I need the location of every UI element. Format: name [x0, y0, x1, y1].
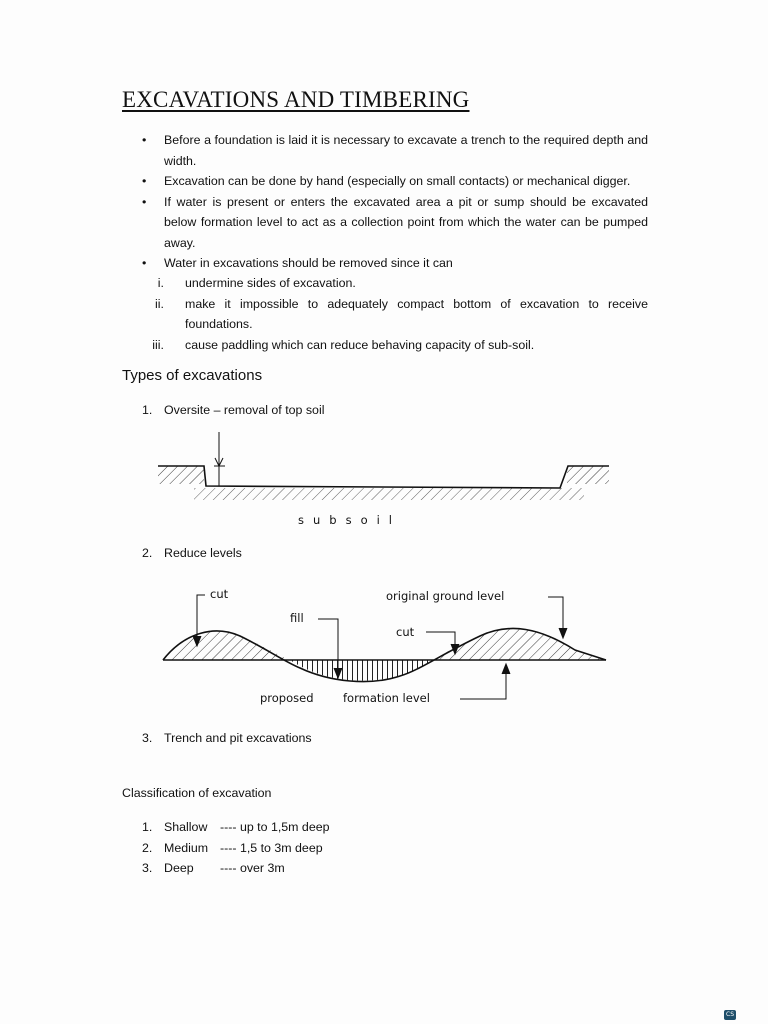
- classification-list: [142, 817, 330, 879]
- proposed-label: proposed: [260, 691, 314, 705]
- cut-left-label: cut: [210, 587, 229, 601]
- cut-right-label: cut: [396, 625, 415, 639]
- original-ground-arrow-icon: [559, 628, 567, 638]
- bullet-item: • Excavation can be done by hand (especially on small contacts) or mechanical digger.: [140, 171, 648, 192]
- classification-heading: Classification of excavation: [122, 786, 272, 800]
- scanner-logo-badge: CS: [726, 1011, 734, 1018]
- classification-item: 3. Deep ---- over 3m: [142, 861, 285, 875]
- cut-left-region: [163, 631, 290, 660]
- classification-item: 2. Medium ---- 1,5 to 3m deep: [142, 840, 323, 855]
- fill-region: [290, 660, 432, 681]
- bullet-item: • If water is present or enters the excavated area a pit or sump should be excavated below formation level to act as a collection point from which the water can be pumped away.: [140, 192, 648, 254]
- cut-right-leader: [426, 632, 455, 652]
- type-item-reduce-levels: 2. Reduce levels: [142, 546, 242, 560]
- types-heading: Types of excavations: [122, 367, 263, 384]
- formation-arrow-icon: [502, 664, 510, 674]
- reason-item: i. undermine sides of excavation.: [157, 276, 356, 290]
- bullet-icon: •: [142, 133, 147, 147]
- subsoil-label: subsoil: [298, 513, 401, 527]
- classification-item: 1. Shallow ---- up to 1,5m deep: [142, 820, 330, 834]
- type-item-oversite: 1. Oversite – removal of top soil: [142, 403, 325, 417]
- reason-item: iii. cause paddling which can reduce behaving capacity of sub-soil.: [152, 337, 535, 352]
- original-ground-label: original ground level: [386, 589, 505, 603]
- page-title: EXCAVATIONS AND TIMBERING: [122, 87, 470, 112]
- bullet-item: • Before a foundation is laid it is necessary to excavate a trench to the required depth and width.: [140, 130, 648, 171]
- bullet-icon: •: [142, 194, 147, 209]
- reason-item: ii. make it impossible to adequately compact bottom of excavation to receive foundations.: [155, 296, 648, 331]
- formation-level-label: formation level: [343, 691, 430, 705]
- formation-leader: [460, 666, 506, 699]
- bullet-icon: •: [142, 174, 147, 188]
- type-item-trench: 3. Trench and pit excavations: [142, 731, 312, 745]
- bullet-item: • Water in excavations should be removed since it can: [140, 253, 648, 274]
- fill-label: fill: [290, 611, 304, 625]
- bullet-icon: •: [142, 256, 147, 270]
